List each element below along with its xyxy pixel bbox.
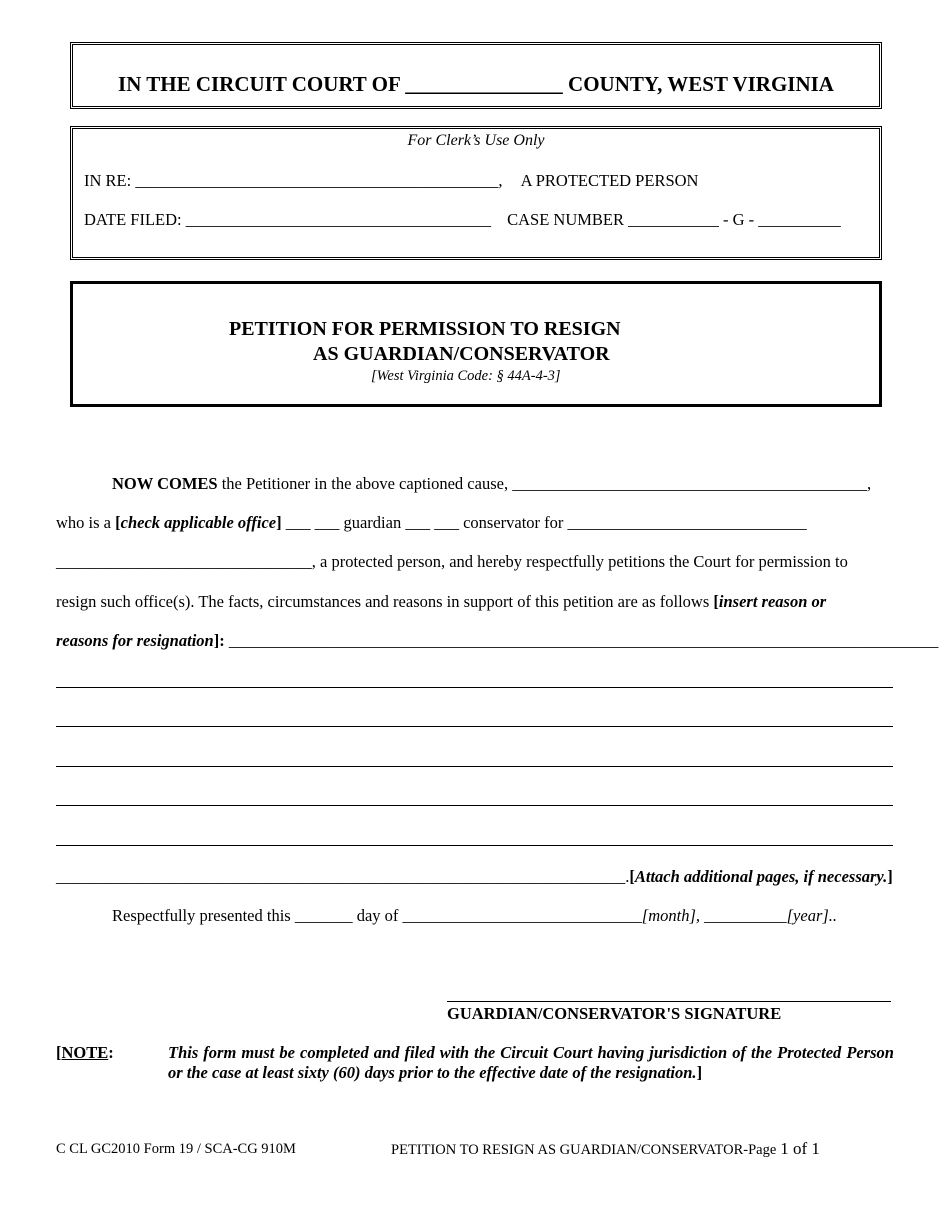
petition-title-line2: AS GUARDIAN/CONSERVATOR xyxy=(313,343,610,365)
note-bracket-open: [ xyxy=(56,1043,62,1062)
bracket-open-2: [ xyxy=(713,592,719,611)
note-label xyxy=(56,1043,114,1063)
office-checkboxes-and-person-field[interactable]: ___ ___ guardian ___ ___ conservator for _____________________________ xyxy=(281,513,807,532)
date-filed-field[interactable]: _____________________________________ xyxy=(185,210,491,229)
reason-line[interactable] xyxy=(56,687,893,688)
petitioner-name-field[interactable]: the Petitioner in the above captioned cause, ___________________________________________, xyxy=(221,474,872,493)
bracket-open: [ xyxy=(115,513,121,532)
clerk-use-box xyxy=(70,126,882,260)
reason-field-last[interactable]: _____________________________________________________________________. xyxy=(56,867,630,886)
year-field[interactable]: __________ xyxy=(700,906,787,925)
statute-citation: [West Virginia Code: § 44A-4-3] xyxy=(371,368,561,384)
reason-line[interactable] xyxy=(56,845,893,846)
body-line-5 xyxy=(56,631,938,651)
date-filed-row xyxy=(84,210,841,230)
reason-line[interactable] xyxy=(56,766,893,767)
note-colon: : xyxy=(108,1043,114,1062)
in-re-field[interactable]: ____________________________________________, xyxy=(135,171,503,190)
facts-text: resign such office(s). The facts, circumstances and reasons in support of this petition are as follows xyxy=(56,592,710,611)
in-re-label: IN RE: xyxy=(84,171,132,190)
now-comes: NOW COMES xyxy=(112,474,218,493)
note-body: This form must be completed and filed with the Circuit Court having jurisdiction of the Protected Person or the case at least sixty (60) days prior to the effective date of the resignation. xyxy=(168,1043,894,1082)
protected-person-label: A PROTECTED PERSON xyxy=(520,171,699,190)
presented-line xyxy=(112,906,837,926)
case-number-field[interactable]: CASE NUMBER ___________ - G - __________ xyxy=(507,210,841,229)
footer-form-id: C CL GC2010 Form 19 / SCA-CG 910M xyxy=(56,1141,296,1157)
footer-page-number: 1 of 1 xyxy=(780,1139,820,1158)
petition-title-box xyxy=(70,281,882,407)
bracket-open-3: [ xyxy=(629,867,635,886)
bracket-close-3: ] xyxy=(887,867,893,886)
insert-reason-instruction: insert reason or xyxy=(718,592,827,611)
attach-line xyxy=(56,867,893,887)
body-line-3: _______________________________, a protected person, and hereby respectfully petitions the Court for permission to xyxy=(56,552,848,571)
body-line-1 xyxy=(112,474,871,494)
note-text xyxy=(168,1043,894,1083)
reason-line[interactable] xyxy=(56,726,893,727)
body-line-4 xyxy=(56,592,826,612)
month-hint: [month], xyxy=(641,906,700,925)
bracket-close-2: ]: xyxy=(213,631,225,650)
year-hint: [year].. xyxy=(786,906,838,925)
presented-day-month-field[interactable]: Respectfully presented this _______ day of _____________________________ xyxy=(112,906,642,925)
note-label-text: NOTE xyxy=(61,1043,109,1062)
court-title: IN THE CIRCUIT COURT OF _______________ COUNTY, WEST VIRGINIA xyxy=(118,72,834,96)
signature-label: GUARDIAN/CONSERVATOR'S SIGNATURE xyxy=(447,1004,782,1023)
footer-form-title: PETITION TO RESIGN AS GUARDIAN/CONSERVATOR-Page xyxy=(391,1142,777,1158)
signature-line[interactable] xyxy=(447,1001,891,1002)
footer-right xyxy=(391,1139,820,1159)
attach-pages-note: Attach additional pages, if necessary. xyxy=(634,867,888,886)
note-bracket-close: ] xyxy=(696,1063,703,1082)
reasons-instruction: reasons for resignation xyxy=(56,631,214,650)
reason-line[interactable] xyxy=(56,805,893,806)
who-is-text: who is a xyxy=(56,513,111,532)
court-header-box xyxy=(70,42,882,109)
bracket-close: ] xyxy=(276,513,282,532)
clerk-caption: For Clerk’s Use Only xyxy=(407,132,545,149)
in-re-row xyxy=(84,171,698,191)
reason-field-first[interactable]: ______________________________________________________________________________________ xyxy=(228,631,939,650)
petition-title-line1: PETITION FOR PERMISSION TO RESIGN xyxy=(229,318,621,340)
body-line-2 xyxy=(56,513,807,533)
check-office-instruction: check applicable office xyxy=(120,513,277,532)
date-filed-label: DATE FILED: xyxy=(84,210,182,229)
